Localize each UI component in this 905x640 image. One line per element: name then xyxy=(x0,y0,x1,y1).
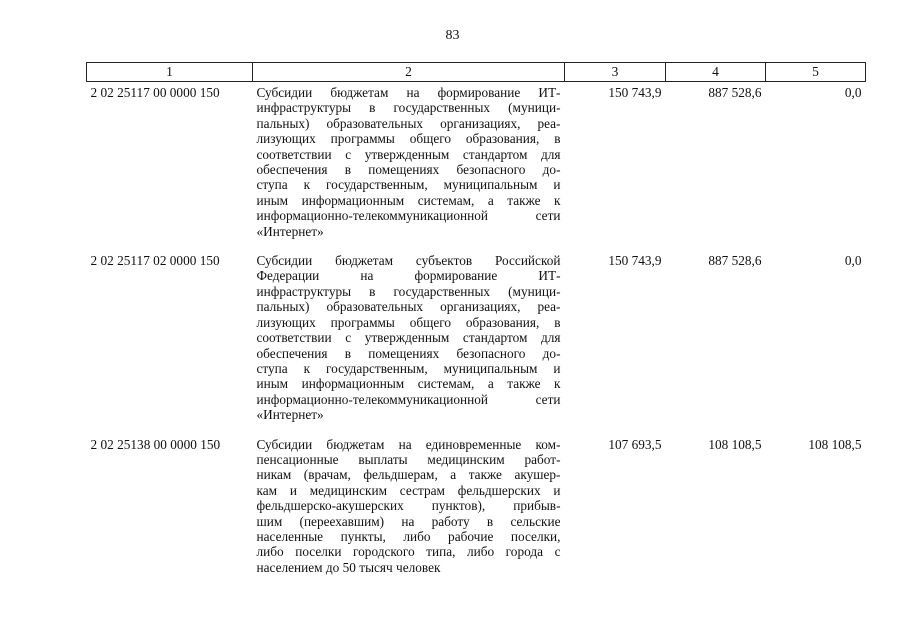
description-line: либо поселки городского типа, либо города с xyxy=(256,544,561,560)
page-number: 83 xyxy=(445,28,460,43)
description-line: кам и медицинским сестрам фельдшерских и xyxy=(256,482,561,498)
description-line: иным информационным системам, а также к xyxy=(256,192,561,208)
description-line: инфраструктуры в государственных (муници- xyxy=(256,100,561,116)
table-row xyxy=(87,434,866,587)
column-header-5: 5 xyxy=(766,63,866,82)
description-line: иным информационным системам, а также к xyxy=(256,376,561,392)
amount-col3: 107 693,5 xyxy=(608,436,662,452)
description-line: лизующих программы общего образования, в xyxy=(256,131,561,147)
description-line: пальных) образовательных организациях, реа- xyxy=(256,299,561,315)
description-line: ступа к государственным, муниципальным и xyxy=(256,360,561,376)
table-body xyxy=(87,82,866,587)
amount-col3: 150 743,9 xyxy=(608,253,662,269)
description-line: фельдшерско-акушерских пунктов), прибыв- xyxy=(256,498,561,514)
description xyxy=(253,82,565,251)
description-line: населенные пункты, либо рабочие поселки, xyxy=(256,528,561,544)
amount-col4: 887 528,6 xyxy=(708,85,762,100)
description-line: населением до 50 тысяч человек xyxy=(256,559,441,575)
budget-code: 2 02 25117 02 0000 150 xyxy=(90,253,220,269)
description-line: информационно-телекоммуникационной сети xyxy=(256,208,561,224)
header-row xyxy=(87,63,866,82)
amount-col3: 150 743,9 xyxy=(608,85,662,100)
column-header-3: 3 xyxy=(565,63,666,82)
description-line: «Интернет» xyxy=(256,223,324,239)
description-line: ступа к государственным, муниципальным и xyxy=(256,177,561,193)
description xyxy=(253,250,565,433)
description-line: шим (переехавшим) на работу в сельские xyxy=(256,513,561,529)
description-line: Субсидии бюджетам субъектов Российской xyxy=(256,253,561,269)
description-line: информационно-телекоммуникационной сети xyxy=(256,391,561,407)
budget-table xyxy=(86,62,866,586)
description-line: Субсидии бюджетам на единовременные ком- xyxy=(256,436,561,452)
description-line: Субсидии бюджетам на формирование ИТ- xyxy=(256,85,561,100)
description-line: соответствии с утвержденным стандартом для xyxy=(256,146,561,162)
description-line: пенсационные выплаты медицинским работ- xyxy=(256,451,561,467)
description-line: лизующих программы общего образования, в xyxy=(256,314,561,330)
budget-code: 2 02 25138 00 0000 150 xyxy=(90,436,221,452)
amount-col4: 108 108,5 xyxy=(708,436,762,452)
column-header-4: 4 xyxy=(666,63,766,82)
amount-col5: 108 108,5 xyxy=(808,436,862,452)
table-row xyxy=(87,250,866,433)
column-header-2: 2 xyxy=(253,63,565,82)
description-line: инфраструктуры в государственных (муници- xyxy=(256,283,561,299)
description-line: никам (врачам, фельдшерам, а также акушер- xyxy=(256,467,561,483)
description-line: пальных) образовательных организациях, реа- xyxy=(256,115,561,131)
description-line: соответствии с утвержденным стандартом для xyxy=(256,330,561,346)
amount-col5: 0,0 xyxy=(844,253,862,269)
budget-code: 2 02 25117 00 0000 150 xyxy=(90,85,220,100)
description xyxy=(253,434,565,587)
amount-col4: 887 528,6 xyxy=(708,253,762,269)
description-line: «Интернет» xyxy=(256,407,324,423)
description-line: Федерации на формирование ИТ- xyxy=(256,268,561,284)
description-line: обеспечения в помещениях безопасного до- xyxy=(256,345,561,361)
amount-col5: 0,0 xyxy=(844,85,862,100)
column-header-1: 1 xyxy=(87,63,253,82)
description-line: обеспечения в помещениях безопасного до- xyxy=(256,162,561,178)
table-row xyxy=(87,82,866,251)
